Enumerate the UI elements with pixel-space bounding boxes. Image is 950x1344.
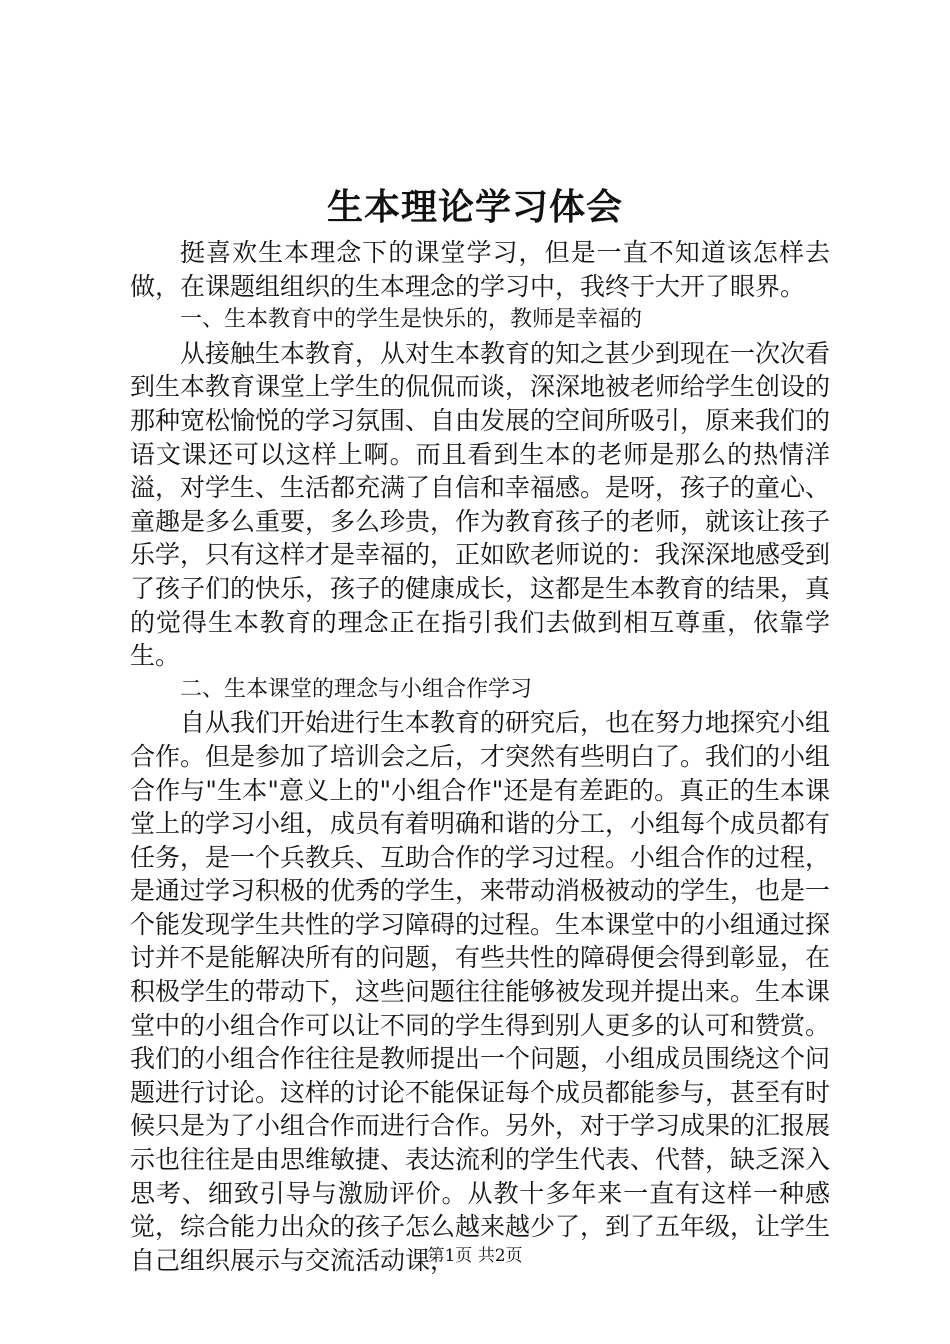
document-body bbox=[130, 236, 830, 1277]
page-footer: 第1页 共2页 bbox=[427, 1246, 523, 1266]
document-title: 生本理论学习体会 bbox=[326, 186, 623, 228]
section-heading-1: 一、生本教育中的学生是快乐的，教师是幸福的 bbox=[180, 307, 643, 333]
paragraph-section-2: 自从我们开始进行生本教育的研究后，也在努力地探究小组合作。但是参加了培训会之后，才突然有些明白了。我们的小组合作与"生本"意义上的"小组合作"还是有差距的。真正的生本课堂上的学习小组，成员有着明确和谐的分工，小组每个成员都有任务，是一个兵教兵、互助合作的学习过程。小组合作的过程，是通过学习积极的优秀的学生，来带动消极被动的学生，也是一个能发现学生共性的学习障碍的过程。生本课堂中的小组通过探讨并不是能解决所有的问题，有些共性的障碍便会得到彰显，在积极学生的带动下，这些问题往往能够被发现并提出来。生本课堂中的小组合作可以让不同的学生得到别人更多的认可和赞赏。我们的小组合作往往是教师提出一个问题，小组成员围绕这个问题进行讨论。这样的讨论不能保证每个成员都能参与，甚至有时候只是为了小组合作而进行合作。另外，对于学习成果的汇报展示也往往是由思维敏捷、表达流利的学生代表、代替，缺乏深入思考、细致引导与激励评价。从教十多年来一直有这样一种感觉，综合能力出众的孩子怎么越来越少了，到了五年级，让学生自己组织展示与交流活动课， bbox=[130, 708, 831, 1275]
paragraph-section-1: 从接触生本教育，从对生本教育的知之甚少到现在一次次看到生本教育课堂上学生的侃侃而谈，深深地被老师给学生创设的那种宽松愉悦的学习氛围、自由发展的空间所吸引，原来我们的语文课还可以这样上啊。而且看到生本的老师是那么的热情洋溢，对学生、生活都充满了自信和幸福感。是呀，孩子的童心、童趣是多么重要，多么珍贵，作为教育孩子的老师，就该让孩子乐学，只有这样才是幸福的，正如欧老师说的：我深深地感受到了孩子们的快乐，孩子的健康成长，这都是生本教育的结果，真的觉得生本教育的理念正在指引我们去做到相互尊重，依靠学生。 bbox=[130, 338, 831, 671]
paragraph-intro: 挺喜欢生本理念下的课堂学习，但是一直不知道该怎样去做，在课题组组织的生本理念的学习中，我终于大开了眼界。 bbox=[130, 238, 830, 301]
section-heading-2: 二、生本课堂的理念与小组合作学习 bbox=[180, 676, 533, 702]
